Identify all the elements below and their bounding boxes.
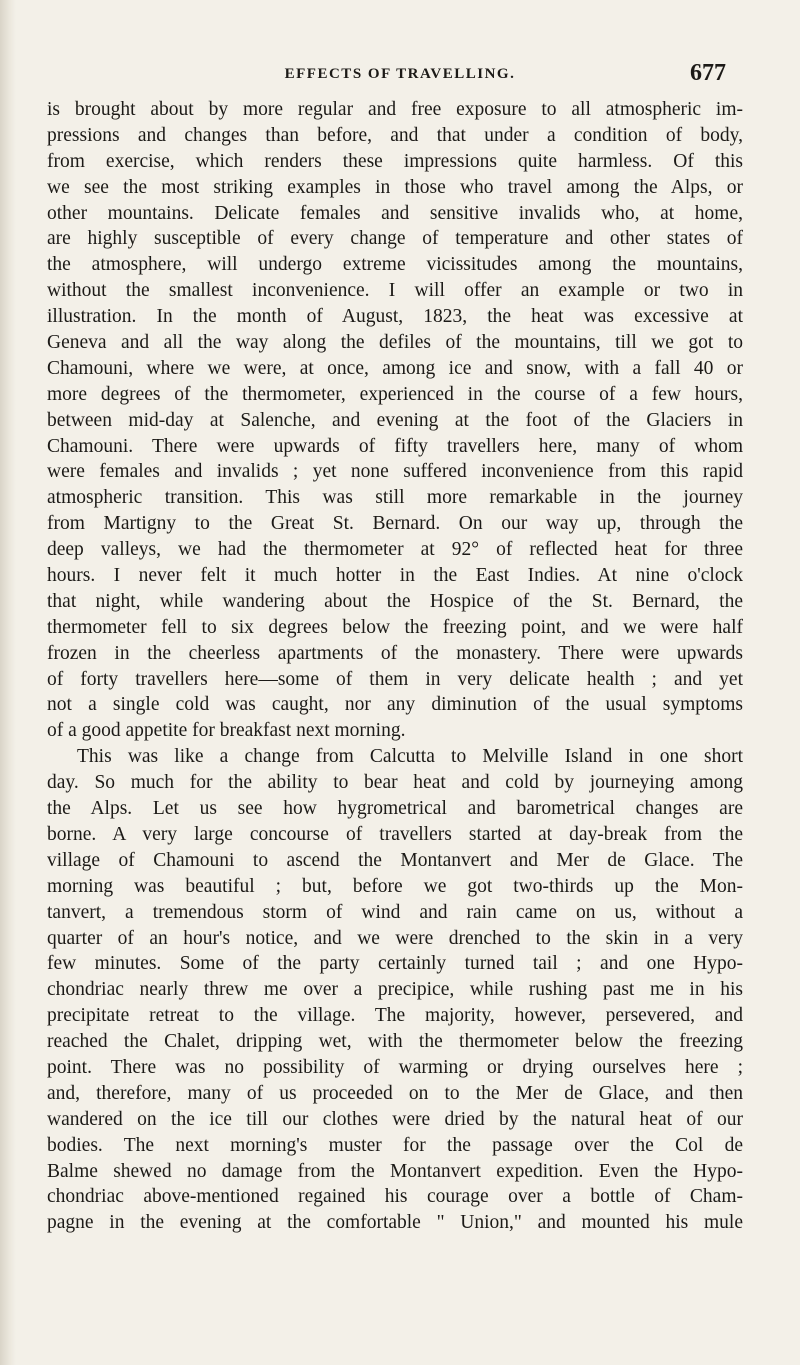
text-line: Chamouni, where we were, at once, among ice and snow, with a fall 40 or — [47, 357, 743, 379]
text-line: more degrees of the thermometer, experienced in the course of a few hours, — [47, 383, 743, 405]
text-line: thermometer fell to six degrees below the freezing point, and we were half — [47, 616, 743, 638]
page-number: 677 — [690, 60, 726, 86]
text-line: and, therefore, many of us proceeded on to the Mer de Glace, and then — [47, 1082, 743, 1104]
text-line: without the smallest inconvenience. I will offer an example or two in — [47, 280, 743, 302]
text-line: are highly susceptible of every change of temperature and other states of — [47, 228, 743, 250]
text-line: Balme shewed no damage from the Montanvert expedition. Even the Hypo- — [47, 1160, 743, 1182]
text-line: day. So much for the ability to bear heat and cold by journeying among — [47, 772, 743, 794]
text-line: village of Chamouni to ascend the Montanvert and Mer de Glace. The — [47, 849, 743, 871]
text-line: reached the Chalet, dripping wet, with the thermometer below the freezing — [47, 1031, 743, 1053]
text-line: the atmosphere, will undergo extreme vicissitudes among the mountains, — [47, 254, 743, 276]
page-gutter-shadow — [0, 0, 16, 1365]
text-line: between mid-day at Salenche, and evening at the foot of the Glaciers in — [47, 409, 743, 431]
page-header — [0, 60, 800, 90]
text-line: illustration. In the month of August, 1823, the heat was excessive at — [47, 306, 743, 328]
text-line: from exercise, which renders these impressions quite harmless. Of this — [47, 150, 743, 172]
text-line: chondriac nearly threw me over a precipice, while rushing past me in his — [47, 979, 743, 1001]
body-text — [47, 97, 743, 1236]
text-line: Geneva and all the way along the defiles of the mountains, till we got to — [47, 332, 743, 354]
text-line: is brought about by more regular and free exposure to all atmospheric im- — [47, 99, 743, 120]
text-line: chondriac above-mentioned regained his courage over a bottle of Cham- — [47, 1186, 743, 1208]
text-line: pressions and changes than before, and that under a condition of body, — [47, 124, 743, 146]
text-line: few minutes. Some of the party certainly turned tail ; and one Hypo- — [47, 953, 743, 975]
text-line: precipitate retreat to the village. The majority, however, persevered, and — [47, 1005, 743, 1027]
text-line: frozen in the cheerless apartments of the monastery. There were upwards — [47, 642, 743, 664]
text-line: atmospheric transition. This was still more remarkable in the journey — [47, 487, 743, 509]
text-line: were females and invalids ; yet none suffered inconvenience from this rapid — [47, 461, 743, 483]
text-line: borne. A very large concourse of travellers started at day-break from the — [47, 823, 743, 845]
text-line: quarter of an hour's notice, and we were drenched to the skin in a very — [47, 927, 743, 949]
text-line: other mountains. Delicate females and sensitive invalids who, at home, — [47, 202, 743, 224]
text-line: Chamouni. There were upwards of fifty travellers here, many of whom — [47, 435, 743, 457]
text-line: deep valleys, we had the thermometer at 92° of reflected heat for three — [47, 539, 743, 561]
text-line: of a good appetite for breakfast next morning. — [47, 720, 406, 742]
text-line: not a single cold was caught, nor any diminution of the usual symptoms — [47, 694, 743, 716]
text-line: that night, while wandering about the Hospice of the St. Bernard, the — [47, 590, 743, 612]
text-line: the Alps. Let us see how hygrometrical and barometrical changes are — [47, 798, 743, 820]
text-line: This was like a change from Calcutta to Melville Island in one short — [77, 746, 743, 768]
text-line: wandered on the ice till our clothes were dried by the natural heat of our — [47, 1108, 743, 1130]
text-line: pagne in the evening at the comfortable " Union," and mounted his mule — [47, 1212, 743, 1234]
text-line: from Martigny to the Great St. Bernard. On our way up, through the — [47, 513, 743, 535]
text-line: morning was beautiful ; but, before we got two-thirds up the Mon- — [47, 875, 743, 897]
text-line: point. There was no possibility of warming or drying ourselves here ; — [47, 1056, 743, 1078]
text-line: we see the most striking examples in those who travel among the Alps, or — [47, 176, 743, 198]
text-line: hours. I never felt it much hotter in the East Indies. At nine o'clock — [47, 565, 743, 587]
text-line: of forty travellers here—some of them in very delicate health ; and yet — [47, 668, 743, 690]
paragraph — [47, 97, 743, 744]
text-line: bodies. The next morning's muster for the passage over the Col de — [47, 1134, 743, 1156]
running-head: EFFECTS OF TRAVELLING. — [284, 66, 516, 82]
paragraph — [47, 744, 743, 1236]
text-line: tanvert, a tremendous storm of wind and rain came on us, without a — [47, 901, 743, 923]
